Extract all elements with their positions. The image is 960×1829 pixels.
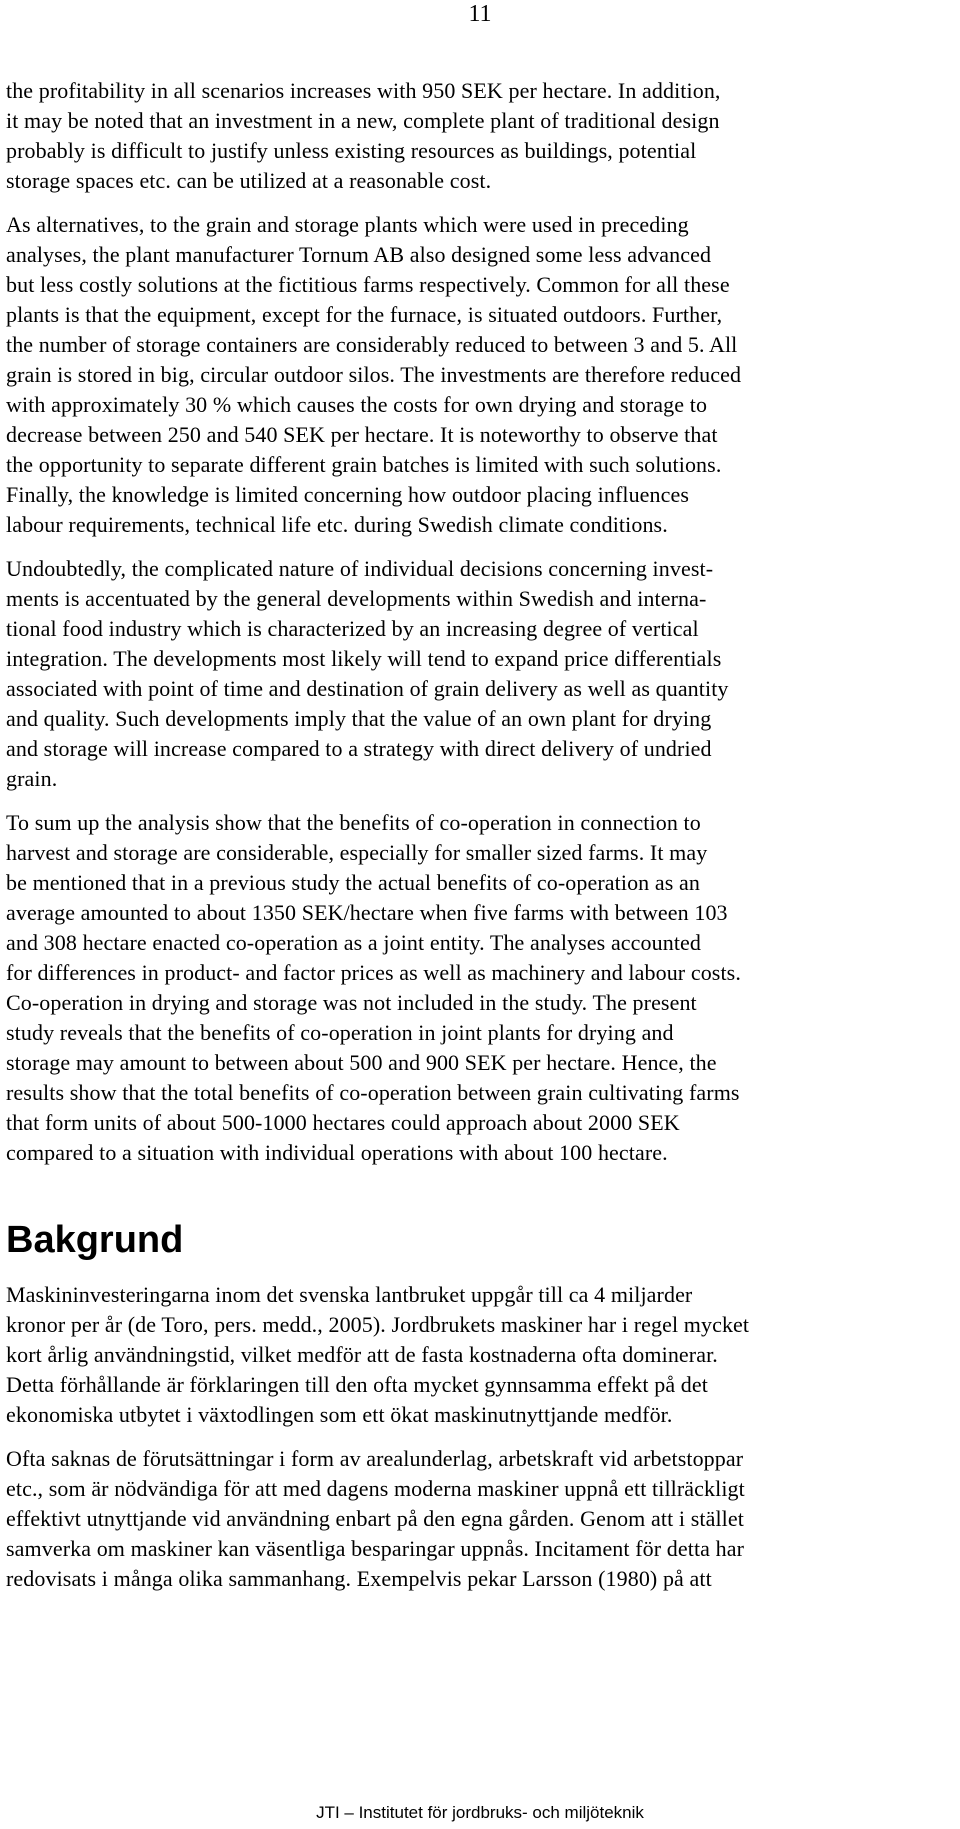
text-line: Co-operation in drying and storage was not included in the study. The present	[6, 990, 697, 1015]
text-line: grain.	[6, 766, 58, 791]
text-line: the opportunity to separate different grain batches is limited with such solutions.	[6, 452, 722, 477]
text-line: plants is that the equipment, except for the furnace, is situated outdoors. Further,	[6, 302, 723, 327]
text-line: associated with point of time and destination of grain delivery as well as quantity	[6, 676, 729, 701]
text-line: ments is accentuated by the general developments within Swedish and interna-	[6, 586, 707, 611]
text-line: samverka om maskiner kan väsentliga besparingar uppnås. Incitament för detta har	[6, 1536, 745, 1561]
text-line: and quality. Such developments imply that the value of an own plant for drying	[6, 706, 712, 731]
paragraph-forutsattningar	[6, 1444, 960, 1594]
text-line: integration. The developments most likely will tend to expand price differentials	[6, 646, 722, 671]
text-line: with approximately 30 % which causes the costs for own drying and storage to	[6, 392, 708, 417]
text-line: that form units of about 500-1000 hectares could approach about 2000 SEK	[6, 1110, 680, 1135]
text-line: storage spaces etc. can be utilized at a reasonable cost.	[6, 168, 492, 193]
paragraph-summary	[6, 808, 960, 1168]
text-line: and storage will increase compared to a strategy with direct delivery of undried	[6, 736, 712, 761]
text-line: kronor per år (de Toro, pers. medd., 2005). Jordbrukets maskiner har i regel mycket	[6, 1312, 750, 1337]
text-line: redovisats i många olika sammanhang. Exempelvis pekar Larsson (1980) på att	[6, 1566, 712, 1591]
text-line: probably is difficult to justify unless existing resources as buildings, potential	[6, 138, 697, 163]
section-heading: Bakgrund	[6, 1219, 184, 1261]
text-line: average amounted to about 1350 SEK/hectare when five farms with between 103	[6, 900, 728, 925]
paragraph-profitability	[6, 76, 960, 196]
text-line: etc., som är nödvändiga för att med dagens moderna maskiner uppnå ett tillräckligt	[6, 1476, 745, 1501]
text-line: be mentioned that in a previous study the actual benefits of co-operation as an	[6, 870, 700, 895]
text-line: Undoubtedly, the complicated nature of individual decisions concerning invest-	[6, 556, 714, 581]
text-line: and 308 hectare enacted co-operation as a joint entity. The analyses accounted	[6, 930, 702, 955]
text-line: ekonomiska utbytet i växtodlingen som ett ökat maskinutnyttjande medför.	[6, 1402, 673, 1427]
text-line: the number of storage containers are considerably reduced to between 3 and 5. All	[6, 332, 738, 357]
text-line: harvest and storage are considerable, especially for smaller sized farms. It may	[6, 840, 708, 865]
paragraph-alternatives	[6, 210, 960, 540]
text-line: Finally, the knowledge is limited concerning how outdoor placing influences	[6, 482, 690, 507]
text-line: decrease between 250 and 540 SEK per hectare. It is noteworthy to observe that	[6, 422, 718, 447]
text-line: analyses, the plant manufacturer Tornum AB also designed some less advanced	[6, 242, 712, 267]
text-line: effektivt utnyttjande vid användning enbart på den egna gården. Genom att i stället	[6, 1506, 744, 1531]
paragraph-maskininvesteringar	[6, 1280, 960, 1430]
paragraph-undoubtedly	[6, 554, 960, 794]
text-line: Maskininvesteringarna inom det svenska lantbruket uppgår till ca 4 miljarder	[6, 1282, 693, 1307]
page-number: 11	[468, 1, 492, 27]
text-line: Detta förhållande är förklaringen till den ofta mycket gynnsamma effekt på det	[6, 1372, 708, 1397]
text-line: it may be noted that an investment in a new, complete plant of traditional design	[6, 108, 720, 133]
text-line: labour requirements, technical life etc. during Swedish climate conditions.	[6, 512, 668, 537]
document-body	[6, 76, 960, 1594]
text-line: the profitability in all scenarios increases with 950 SEK per hectare. In addition,	[6, 78, 721, 103]
text-line: Ofta saknas de förutsättningar i form av arealunderlag, arbetskraft vid arbetstoppar	[6, 1446, 744, 1471]
text-line: compared to a situation with individual operations with about 100 hectare.	[6, 1140, 668, 1165]
text-line: kort årlig användningstid, vilket medför att de fasta kostnaderna ofta dominerar.	[6, 1342, 718, 1367]
text-line: storage may amount to between about 500 and 900 SEK per hectare. Hence, the	[6, 1050, 717, 1075]
text-line: but less costly solutions at the fictitious farms respectively. Common for all these	[6, 272, 730, 297]
text-line: results show that the total benefits of co-operation between grain cultivating farms	[6, 1080, 740, 1105]
text-line: To sum up the analysis show that the benefits of co-operation in connection to	[6, 810, 701, 835]
text-line: grain is stored in big, circular outdoor silos. The investments are therefore reduced	[6, 362, 742, 387]
text-line: for differences in product- and factor prices as well as machinery and labour costs.	[6, 960, 741, 985]
text-line: study reveals that the benefits of co-operation in joint plants for drying and	[6, 1020, 674, 1045]
page-footer: JTI – Institutet för jordbruks- och miljöteknik	[316, 1803, 644, 1822]
text-line: tional food industry which is characterized by an increasing degree of vertical	[6, 616, 699, 641]
text-line: As alternatives, to the grain and storage plants which were used in preceding	[6, 212, 689, 237]
